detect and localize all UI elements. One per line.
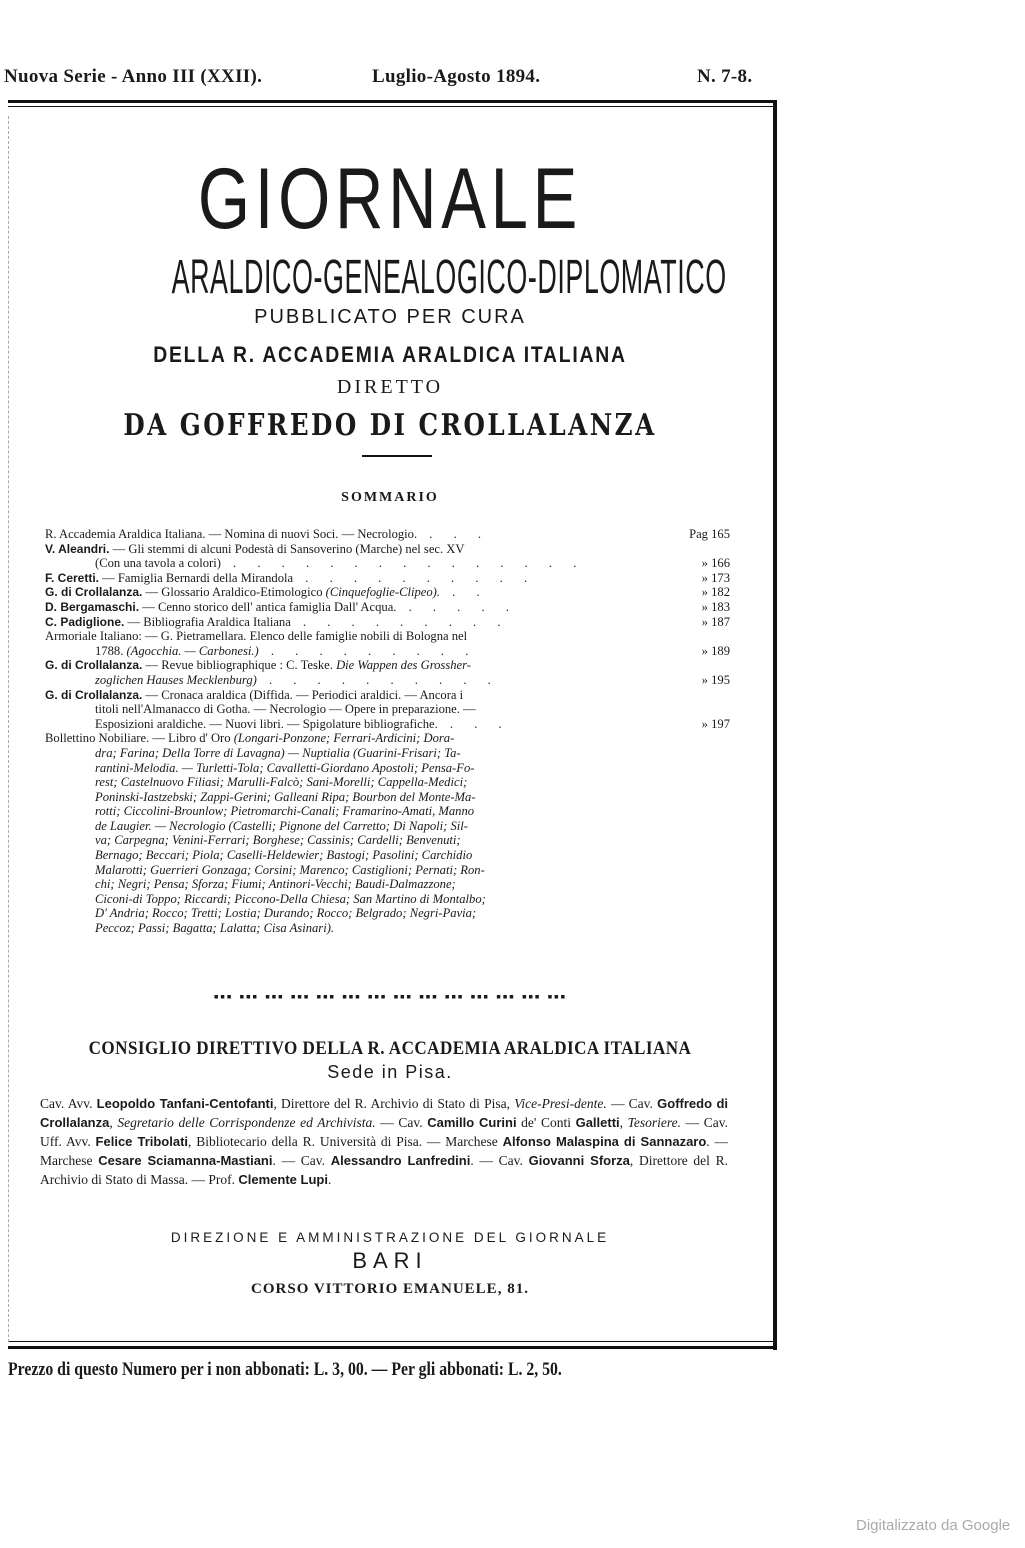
top-rule — [8, 100, 776, 103]
council-member-name: Alessandro Lanfredini — [330, 1153, 471, 1168]
toc-title-italic: zoglichen Hauses Mecklenburg) — [95, 672, 257, 687]
toc-entry — [45, 688, 730, 703]
toc-entry — [45, 556, 730, 571]
toc-leader-dots: . . . . . . . . . — [290, 614, 510, 629]
toc-author: D. Bergamaschi. — [45, 599, 140, 614]
toc-leader-dots: . . — [440, 585, 489, 600]
toc-leader-dots: . . . . . . . . . . . . . . . — [220, 556, 586, 571]
toc-leader-dots: . . . . . . . . . — [258, 643, 478, 658]
bollettino-text: rest; Castelnuovo Filiasi; Marulli-Falcò; Sani-Morelli; Cappella-Medici; — [95, 775, 468, 790]
toc-page-number: » 197 — [701, 716, 730, 731]
toc-page-number: » 173 — [701, 570, 730, 585]
toc-title: Elenco delle famiglie nobili di Bologna nel — [246, 629, 468, 644]
bollettino-line — [45, 775, 730, 790]
toc-entry — [45, 600, 730, 615]
journal-title: GIORNALE — [197, 151, 583, 247]
council-member-name: Leopoldo Tanfani-Centofanti — [96, 1096, 274, 1111]
council-seat: Sede in Pisa. — [327, 1062, 453, 1082]
bollettino-line — [45, 761, 730, 776]
council-text: Tesoriere. — [627, 1115, 682, 1130]
toc-title: — Famiglia Bernardi della Mirandola — [99, 570, 294, 585]
council-text: . — Cav. — [470, 1153, 529, 1168]
toc-entry — [45, 527, 730, 542]
bollettino-line — [45, 819, 730, 834]
toc-author: V. Aleandri. — [45, 541, 110, 556]
council-member-name: Giovanni Sforza — [528, 1153, 630, 1168]
toc-entry — [45, 585, 730, 600]
toc-entry — [45, 615, 730, 630]
toc-entry — [45, 542, 730, 557]
bollettino-text: Peccoz; Passi; Bagatta; Lalatta; Cisa Asinari). — [95, 921, 335, 936]
toc-title: — Cenno storico dell' antica famiglia Dall' Acqua. — [139, 599, 397, 614]
bollettino-text: dra; Farina; Della Torre di Lavagna) — Nuptialia (Guarini-Frisari; Ta- — [95, 745, 461, 760]
toc-title: — Revue bibliographique : C. Teske. — [142, 658, 337, 673]
council-text: . — [327, 1172, 332, 1187]
right-rule — [773, 100, 777, 1350]
toc-page-number: Pag 165 — [689, 527, 730, 541]
bollettino-text: va; Carpegna; Venini-Ferrari; Borghese; Cassinis; Cardelli; Benvenuti; — [95, 833, 461, 848]
bollettino-text: (Longari-Ponzone; Ferrari-Ardicini; Dora- — [233, 731, 455, 746]
toc-page-number: » 166 — [701, 556, 730, 571]
toc-author: R. Accademia Araldica Italiana. — [45, 527, 206, 541]
toc-entry — [45, 717, 730, 732]
bollettino-text: Poninski-Iastzebski; Zappi-Gerini; Galleani Ripa; Bourbon del Monte-Ma- — [95, 789, 476, 804]
toc-page-number: » 182 — [701, 585, 730, 600]
short-divider — [362, 455, 432, 457]
bollettino-line — [45, 790, 730, 805]
table-of-contents — [45, 527, 730, 936]
council-text: Vice-Presi-dente. — [514, 1096, 607, 1111]
google-watermark: Digitalizzato da Google — [856, 1517, 1011, 1534]
toc-title: Esposizioni araldiche. — Nuovi libri. — Spigolature bibliografiche. — [95, 716, 438, 731]
toc-entry — [45, 629, 730, 644]
toc-leader-dots: . . . . . . . . . . — [256, 672, 500, 687]
bollettino-text: Bernago; Beccari; Piola; Caselli-Heldewier; Bastogi; Pasolini; Carchidio — [95, 848, 473, 863]
toc-title: — Glossario Araldico-Etimologico — [142, 585, 326, 600]
toc-entry — [45, 571, 730, 586]
council-members — [40, 1094, 728, 1189]
bollettino-label: Bollettino Nobiliare. — Libro d' Oro — [45, 731, 234, 746]
bollettino-text: D' Andria; Rocco; Tretti; Lostia; Durando; Rocco; Belgrado; Negri-Pavia; — [95, 906, 477, 921]
director-name: DA GOFFREDO DI CROLLALANZA — [123, 408, 657, 443]
council-member-name: Goffredo di Crollalanza — [40, 1096, 729, 1130]
series-label: Nuova Serie - Anno III (XXII). — [4, 66, 263, 87]
bollettino-text: Ciconi-di Toppo; Riccardi; Piccono-Della Chiesa; San Martino di Montalbo; — [95, 891, 486, 906]
toc-author: Armoriale Italiano: — G. Pietramellara. — [45, 629, 247, 644]
sommario-heading: SOMMARIO — [341, 490, 439, 505]
bollettino-line — [45, 892, 730, 907]
council-text: . — Cav. — [272, 1153, 331, 1168]
toc-title: — Gli stemmi di alcuni Podestà di Sansoverino (Marche) nel sec. XV — [109, 541, 465, 556]
toc-entry — [45, 644, 730, 659]
toc-title: (Con una tavola a colori) — [95, 556, 221, 571]
bollettino-line — [45, 731, 730, 746]
toc-title: titoli nell'Almanacco di Gotha. — Necrologio — Opere in preparazione. — — [95, 702, 476, 717]
published-by: PUBBLICATO PER CURA — [254, 306, 526, 328]
bottom-rule — [8, 1346, 776, 1349]
council-member-name: Cesare Sciamanna-Mastiani — [98, 1153, 273, 1168]
council-text: Cav. Avv. — [40, 1096, 97, 1111]
journal-subtitle: ARALDICO-GENEALOGICO-DIPLOMATICO — [171, 251, 727, 304]
bollettino-line — [45, 921, 730, 936]
council-member-name: Camillo Curini — [427, 1115, 517, 1130]
council-text: , — [619, 1115, 628, 1130]
toc-leader-dots: . . . — [417, 527, 491, 541]
bollettino-text: rotti; Ciccolini-Brounlow; Pietromarchi-Canali; Framarino-Amati, Manno — [95, 804, 475, 819]
council-text: , Direttore del R. Archivio di Stato di Pisa, — [273, 1096, 515, 1111]
administration-line: DIREZIONE E AMMINISTRAZIONE DEL GIORNALE — [170, 1230, 610, 1245]
toc-entry — [45, 673, 730, 688]
ornament-separator: ▪▪▪ ▪▪▪ ▪▪▪ ▪▪▪ ▪▪▪ ▪▪▪ ▪▪▪ ▪▪▪ ▪▪▪ ▪▪▪ ▪▪▪ ▪▪▪ ▪▪▪ ▪▪▪ — [213, 992, 567, 1002]
toc-title: 1788. — [95, 643, 127, 658]
bollettino-line — [45, 804, 730, 819]
issue-date: Luglio-Agosto 1894. — [372, 66, 541, 87]
council-text: — Cav. Uff. Avv. — [40, 1115, 728, 1149]
council-text: Segretario delle Corrispondenze ed Archivista. — [117, 1115, 376, 1130]
toc-title-italic: (Cinquefoglie-Clipeo). — [325, 585, 441, 600]
bollettino-line — [45, 746, 730, 761]
council-member-name: Galletti — [575, 1115, 620, 1130]
toc-title-italic: (Agocchia. — Carbonesi.) — [126, 643, 259, 658]
bollettino-line — [45, 906, 730, 921]
toc-page-number: » 187 — [701, 614, 730, 629]
toc-author: G. di Crollalanza. — [45, 585, 143, 600]
council-text: — Cav. — [375, 1115, 428, 1130]
toc-page-number: » 189 — [701, 643, 730, 658]
bollettino-line — [45, 877, 730, 892]
toc-author: G. di Crollalanza. — [45, 687, 143, 702]
academy-name: DELLA R. ACCADEMIA ARALDICA ITALIANA — [153, 342, 627, 367]
council-member-name: Felice Tribolati — [95, 1134, 189, 1149]
toc-title: — Bibliografia Araldica Italiana — [124, 614, 291, 629]
bollettino-text: chi; Negri; Pensa; Sforza; Fiumi; Antinori-Vecchi; Baudi-Dalmazzone; — [95, 877, 456, 892]
bollettino-line — [45, 863, 730, 878]
bollettino-text: rantini-Melodia. — Turletti-Tola; Cavalletti-Giordano Apostoli; Pensa-Fo- — [95, 760, 475, 775]
toc-leader-dots: . . . . . — [396, 599, 518, 614]
council-member-name: Alfonso Malaspina di Sannazaro — [502, 1134, 707, 1149]
toc-leader-dots: . . . . . . . . . . — [293, 570, 537, 585]
bollettino-text: Malarotti; Guerrieri Gonzaga; Corsini; Marenco; Castiglioni; Pernati; Ron- — [95, 862, 485, 877]
toc-entry — [45, 702, 730, 717]
toc-author: G. di Crollalanza. — [45, 658, 143, 673]
bollettino-text: de Laugier. — Necrologio (Castelli; Pignone del Carretto; Di Napoli; Sil- — [95, 818, 469, 833]
council-heading: CONSIGLIO DIRETTIVO DELLA R. ACCADEMIA ARALDICA ITALIANA — [88, 1038, 692, 1059]
toc-title-italic: Die Wappen des Grossher- — [336, 658, 471, 673]
toc-author: C. Padiglione. — [45, 614, 125, 629]
price-line: Prezzo di questo Numero per i non abbonati: L. 3, 00. — Per gli abbonati: L. 2, 50. — [8, 1359, 562, 1380]
council-text: , — [109, 1115, 118, 1130]
administration-city: BARI — [352, 1248, 428, 1273]
council-text: de' Conti — [516, 1115, 576, 1130]
directed-label: DIRETTO — [336, 376, 444, 398]
toc-page-number: » 183 — [701, 599, 730, 614]
bollettino-line — [45, 848, 730, 863]
administration-address: CORSO VITTORIO EMANUELE, 81. — [251, 1281, 529, 1297]
toc-page-number: » 195 — [701, 672, 730, 687]
bollettino-line — [45, 833, 730, 848]
issue-number: N. 7-8. — [697, 66, 753, 87]
top-rule-thin — [8, 106, 776, 107]
council-text: . — Marchese — [40, 1134, 729, 1168]
toc-entry — [45, 658, 730, 673]
council-text: — Cav. — [606, 1096, 658, 1111]
toc-title: — Nomina di nuovi Soci. — Necrologio. — [205, 527, 418, 541]
council-text: , Bibliotecario della R. Università di Pisa. — Marchese — [188, 1134, 503, 1149]
council-member-name: Clemente Lupi — [238, 1172, 328, 1187]
toc-title: — Cronaca araldica (Diffida. — Periodici araldici. — Ancora i — [142, 687, 464, 702]
council-text: , Direttore del R. Archivio di Stato di Massa. — Prof. — [40, 1153, 728, 1187]
toc-author: F. Ceretti. — [45, 570, 100, 585]
toc-leader-dots: . . . — [437, 716, 511, 731]
